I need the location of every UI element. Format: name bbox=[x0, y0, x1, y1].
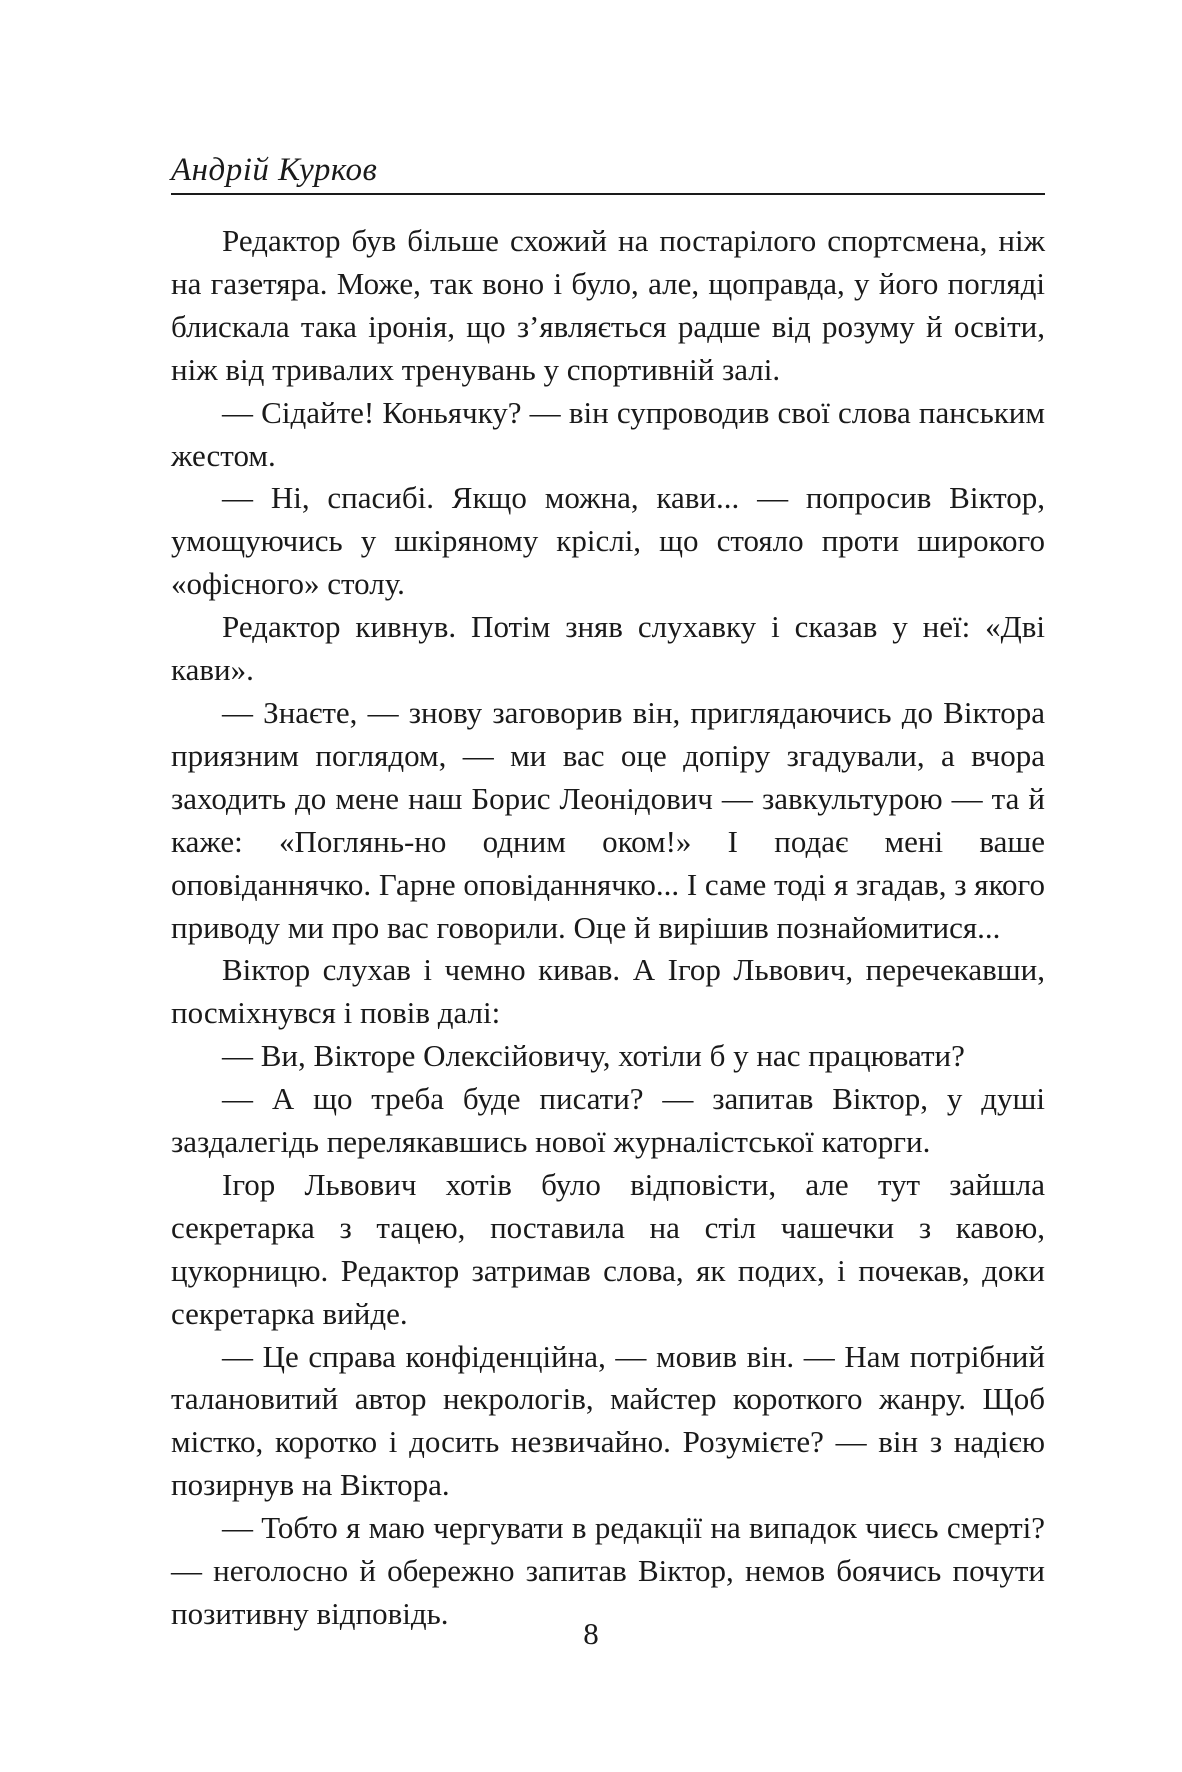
paragraph: Редактор був більше схожий на постарілого спортсмена, ніж на газетяра. Може, так воно і було, але, щоправда, у його погляді блискала така іронія, що з’являється радше від розуму й освіти, ніж від тривалих тренувань у спортивній залі. bbox=[171, 223, 1045, 387]
paragraph: — А що треба буде писати? — запитав Віктор, у душі заздалегідь перелякавшись нової журналістської каторги. bbox=[171, 1081, 1045, 1160]
running-head-author: Андрій Курков bbox=[171, 152, 378, 188]
header-rule bbox=[171, 193, 1045, 195]
paragraph: — Ви, Вікторе Олексійовичу, хотіли б у нас працювати? bbox=[222, 1038, 965, 1074]
paragraph: Ігор Львович хотів було відповісти, але тут зайшла секретарка з тацею, поставила на стіл чашечки з кавою, цукорницю. Редактор затримав слова, як подих, і почекав, доки секретарка вийде. bbox=[171, 1166, 1045, 1331]
page-number: 8 bbox=[583, 1616, 599, 1651]
paragraph: — Тобто я маю чергувати в редакції на випадок чиєсь смерті? — неголосно й обережно запитав Віктор, немов боячись почути позитивну відповідь. bbox=[171, 1510, 1045, 1631]
paragraph: Віктор слухав і чемно кивав. А Ігор Львович, перечекавши, посміхнувся і повів далі: bbox=[171, 952, 1045, 1031]
paragraph: Редактор кивнув. Потім зняв слухавку і сказав у неї: «Дві кави». bbox=[171, 609, 1045, 688]
paragraph: — Сідайте! Коньячку? — він супроводив свої слова панським жестом. bbox=[171, 394, 1045, 473]
paragraph: — Знаєте, — знову заговорив він, приглядаючись до Віктора приязним поглядом, — ми вас оце допіру згадували, а вчора заходить до мене наш Борис Леонідович — завкультурою — та й каже: «Поглянь-но одним оком!» І подає мені ваше оповіданнячко. Гарне оповіданнячко... І саме тоді я згадав, з якого приводу ми про вас говорили. Оце й вирішив познайомитися... bbox=[171, 694, 1045, 945]
paragraph: — Ні, спасибі. Якщо можна, кави... — попросив Віктор, умощуючись у шкіряному кріслі, що стояло проти широкого «офісного» столу. bbox=[171, 480, 1045, 602]
body-text bbox=[171, 220, 1045, 1636]
paragraph: — Це справа конфіденційна, — мовив він. — Нам потрібний талановитий автор некрологів, майстер короткого жанру. Щоб містко, коротко і досить незвичайно. Розумієте? — він з надією позирнув на Віктора. bbox=[171, 1338, 1045, 1503]
